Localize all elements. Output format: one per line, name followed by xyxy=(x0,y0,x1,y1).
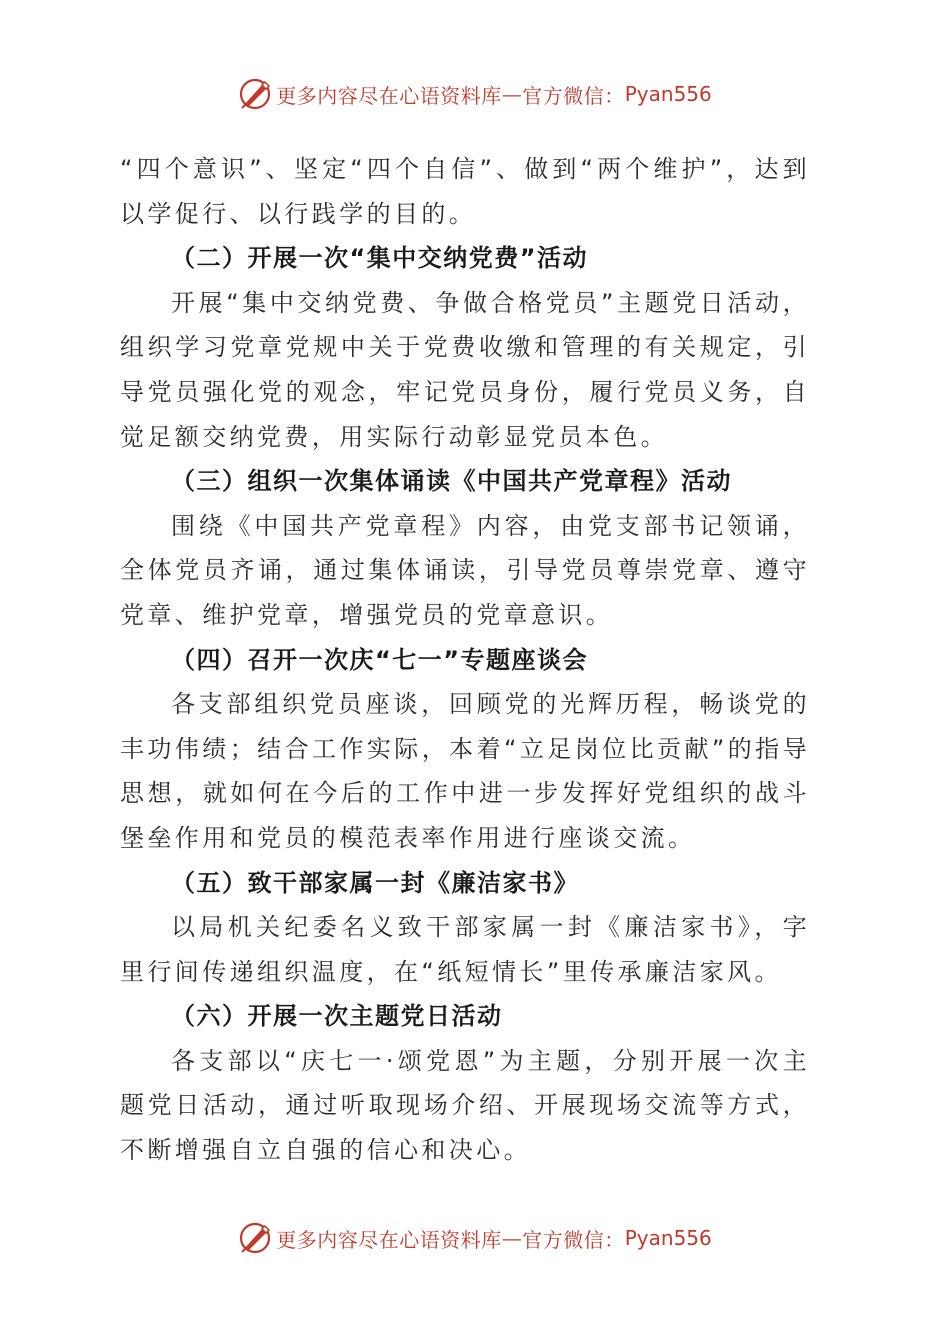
body-paragraph: 各支部以“庆七一·颂党恩”为主题，分别开展一次主题党日活动，通过听取现场介绍、开展现场交流等方式，不断增强自立自强的信心和决心。 xyxy=(120,1046,810,1165)
banner-dash: — xyxy=(501,1226,523,1250)
body-paragraph: 开展“集中交纳党费、争做合格党员”主题党日活动，组织学习党章党规中关于党费收缴和管理的有关规定，引导党员强化党的观念，牢记党员身份，履行党员义务，自觉足额交纳党费，用实际行动彰显党员本色。 xyxy=(120,288,810,451)
header-banner xyxy=(0,74,950,114)
footer-banner xyxy=(0,1218,950,1258)
body-paragraph: 各支部组织党员座谈，回顾党的光辉历程，畅谈党的丰功伟绩；结合工作实际，本着“立足岗位比贡献”的指导思想，就如何在今后的工作中进一步发挥好党组织的战斗堡垒作用和党员的模范表率作用进行座谈交流。 xyxy=(120,690,810,852)
banner-label: 官方微信： xyxy=(522,83,625,108)
section-heading: （二）开展一次“集中交纳党费”活动 xyxy=(171,244,589,273)
body-paragraph: “四个意识”、坚定“四个自信”、做到“两个维护”，达到以学促行、以行践学的目的。 xyxy=(120,155,810,228)
body-paragraph: 以局机关纪委名义致干部家属一封《廉洁家书》，字里行间传递组织温度，在“纸短情长”里传承廉洁家风。 xyxy=(120,913,810,986)
section-heading: （五）致干部家属一封《廉洁家书》 xyxy=(171,868,579,897)
banner-wechat-id: Pyan556 xyxy=(624,82,712,106)
section-heading: （六）开展一次主题党日活动 xyxy=(171,1002,503,1031)
document-body xyxy=(120,147,810,1173)
pen-logo-icon xyxy=(238,77,272,111)
section-heading: （三）组织一次集体诵读《中国共产党章程》活动 xyxy=(171,467,732,496)
banner-dash: — xyxy=(501,82,523,106)
banner-text: 更多内容尽在心语资料库 xyxy=(276,1227,502,1252)
banner-text: 更多内容尽在心语资料库 xyxy=(276,83,502,108)
body-paragraph: 围绕《中国共产党章程》内容，由党支部书记领诵，全体党员齐诵，通过集体诵读，引导党员尊崇党章、遵守党章、维护党章，增强党员的党章意识。 xyxy=(120,511,810,629)
section-heading: （四）召开一次庆“七一”专题座谈会 xyxy=(171,645,589,674)
banner-wechat-id: Pyan556 xyxy=(624,1226,712,1250)
pen-logo-icon xyxy=(238,1221,272,1255)
banner-label: 官方微信： xyxy=(522,1227,625,1252)
